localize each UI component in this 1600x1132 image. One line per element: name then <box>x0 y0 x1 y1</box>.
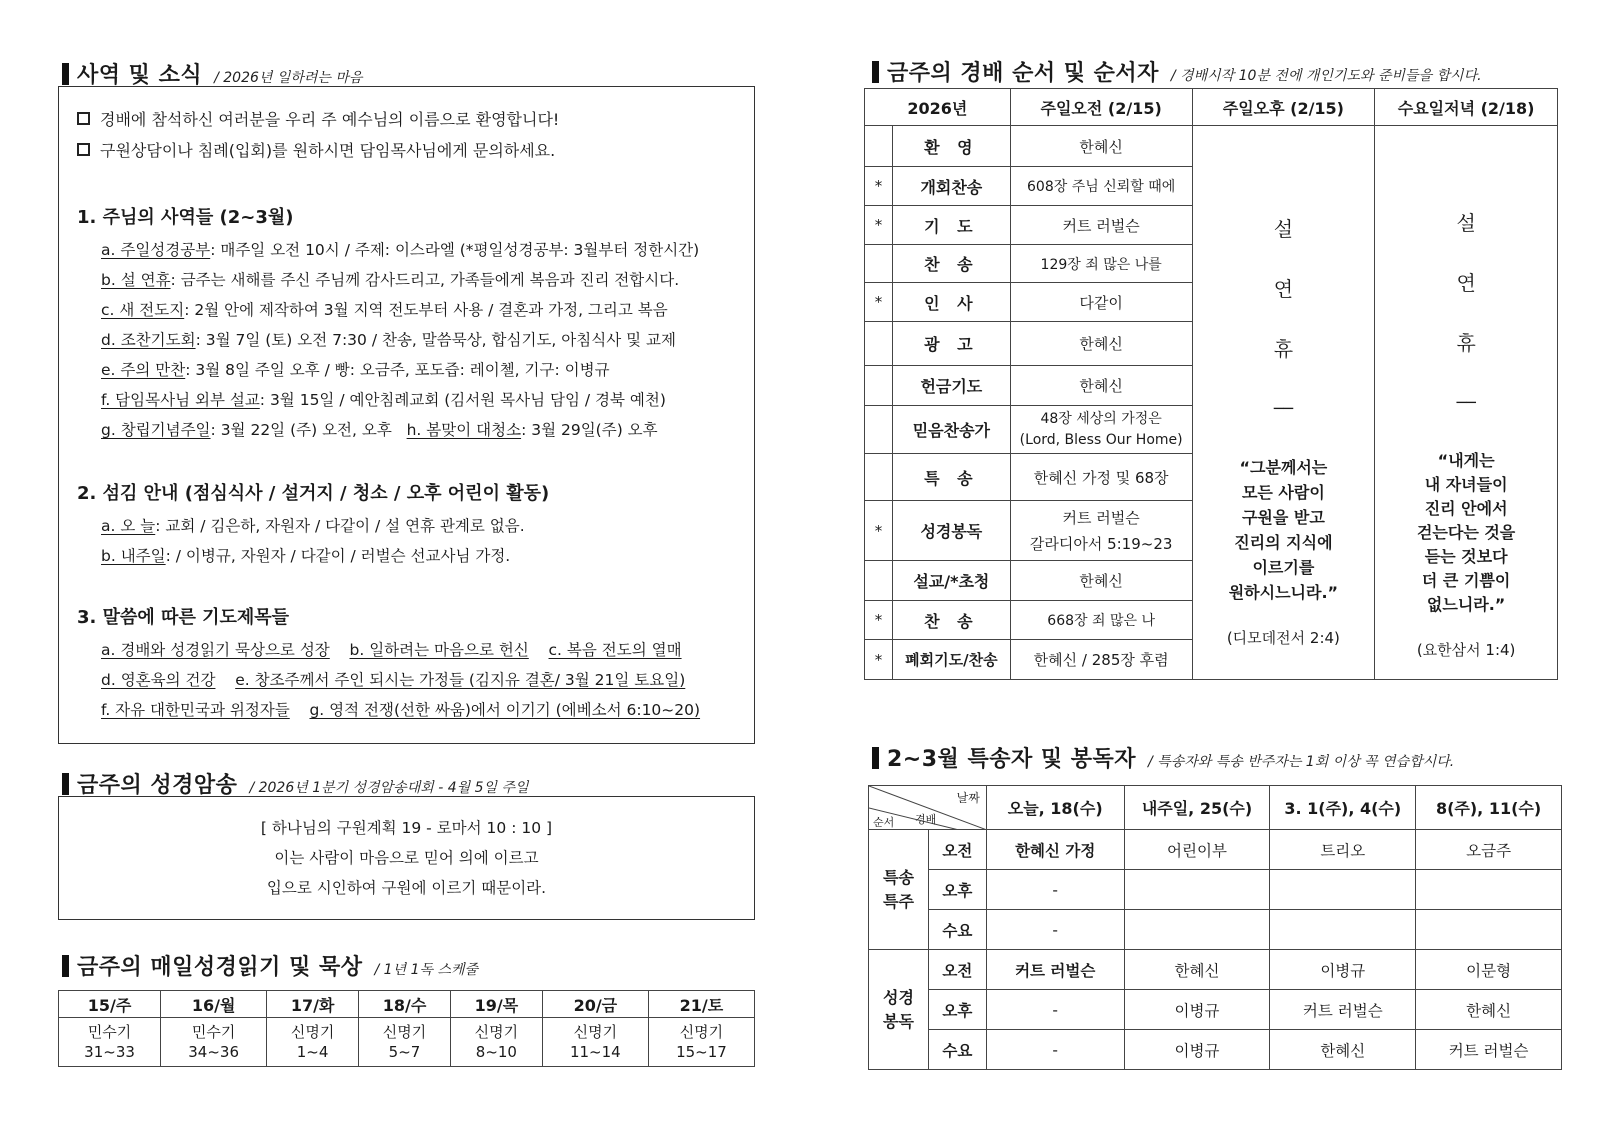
verse-line: 진리 안에서 <box>1424 499 1508 518</box>
checkbox-icon <box>77 112 90 125</box>
order-person: 한혜신 <box>1010 322 1192 366</box>
verse-line: 듣는 것보다 <box>1424 547 1508 566</box>
order-item: 헌금기도 <box>892 366 1010 406</box>
title-bar <box>872 747 879 769</box>
special-row <box>869 830 1562 870</box>
verse-line: 구원을 받고 <box>1241 508 1325 527</box>
holiday-char: 휴 <box>1273 337 1294 361</box>
special-date-header: 3. 1(주), 4(수) <box>1270 786 1416 830</box>
holiday-char: 휴 <box>1456 331 1476 355</box>
order-mark <box>865 245 893 283</box>
special-cell: - <box>986 870 1124 910</box>
reading-cell: 민수기 31~33 <box>59 1018 161 1067</box>
special-date-header: 내주일, 25(수) <box>1124 786 1270 830</box>
special-subtitle: / 특송자와 특송 반주자는 1회 이상 꼭 연습합시다. <box>1148 754 1455 770</box>
service-label: 수요 <box>928 910 986 950</box>
special-cell: 한혜신 <box>1416 990 1562 1030</box>
ministry-item: d. 조찬기도회: 3월 7일 (토) 오전 7:30 / 찬송, 말씀묵상, 합심기도, 아침식사 및 교제 <box>101 331 676 349</box>
title-bar <box>62 955 69 977</box>
order-mark <box>865 126 893 167</box>
memory-line-2: 입으로 시인하여 구원에 이르기 때문이라. <box>266 879 547 897</box>
memory-reference: [ 하나님의 구원계획 19 - 로마서 10 : 10 ] <box>260 819 553 837</box>
section-heading-ministries: 1. 주님의 사역들 (2~3월) <box>77 207 294 228</box>
verse-line: 원하시느니라.” <box>1228 583 1339 602</box>
order-mark <box>865 406 893 454</box>
reading-day: 20/금 <box>542 991 648 1018</box>
order-person: 한혜신 가정 및 68장 <box>1010 454 1192 501</box>
holiday-char: 연 <box>1456 271 1476 295</box>
order-person: 한혜신 <box>1010 126 1192 167</box>
order-item: 특 송 <box>892 454 1010 501</box>
special-cell: - <box>986 910 1124 950</box>
special-row <box>869 870 1562 910</box>
dash-divider: ── <box>1456 393 1476 412</box>
order-item: 개회찬송 <box>892 167 1010 206</box>
order-person: 48장 세상의 가정은 (Lord, Bless Our Home) <box>1010 406 1192 454</box>
reading-cell: 신명기 5~7 <box>359 1018 451 1067</box>
order-item: 환 영 <box>892 126 1010 167</box>
verse-reference: (요한삼서 1:4) <box>1416 641 1516 659</box>
verse-line: 내 자녀들이 <box>1424 475 1508 494</box>
section-heading-prayer: 3. 말씀에 따른 기도제목들 <box>77 607 290 628</box>
reading-day: 19/목 <box>450 991 542 1018</box>
special-cell: 이병규 <box>1270 950 1416 990</box>
order-person: 한혜신 <box>1010 366 1192 406</box>
ministry-section-title <box>62 58 362 89</box>
special-row <box>869 990 1562 1030</box>
notice-counsel: 구원상담이나 침례(입회)를 원하시면 담임목사님에게 문의하세요. <box>77 138 559 161</box>
special-cell <box>1124 870 1270 910</box>
ministry-item: c. 새 전도지: 2월 안에 제작하여 3월 지역 전도부터 사용 / 결혼과 가정, 그리고 복음 <box>101 301 668 319</box>
service-item: a. 오 늘: 교회 / 김은하, 자원자 / 다같이 / 설 연휴 관계로 없음. <box>101 517 525 535</box>
reading-day: 18/수 <box>359 991 451 1018</box>
order-mark: * <box>865 206 893 245</box>
dash-divider: ── <box>1273 399 1293 418</box>
verse-line: 진리의 지식에 <box>1234 533 1333 552</box>
reading-table <box>58 990 755 1067</box>
reading-cell: 신명기 15~17 <box>648 1018 754 1067</box>
reading-cell: 민수기 34~36 <box>161 1018 267 1067</box>
ministry-item: b. 설 연휴: 금주는 새해를 주신 주님께 감사드리고, 가족들에게 복음과 진리 전합시다. <box>101 271 680 289</box>
order-item: 기 도 <box>892 206 1010 245</box>
reading-day: 16/월 <box>161 991 267 1018</box>
order-mark <box>865 322 893 366</box>
order-person: 커트 러벌슨 갈라디아서 5:19~23 <box>1010 501 1192 561</box>
special-title: 2~3월 특송자 및 봉독자 <box>887 747 1137 772</box>
special-cell: 이문형 <box>1416 950 1562 990</box>
title-bar <box>62 63 69 85</box>
order-item: 인 사 <box>892 283 1010 322</box>
ministry-item: f. 담임목사님 외부 설교: 3월 15일 / 예안침례교회 (김서원 목사님 담임 / 경북 예천) <box>101 391 666 409</box>
memory-box <box>58 796 755 920</box>
order-person: 한혜신 / 285장 후렴 <box>1010 640 1192 680</box>
special-cell: - <box>986 990 1124 1030</box>
title-bar <box>872 61 879 83</box>
special-cell: 커트 러벌슨 <box>986 950 1124 990</box>
group-label-reading: 성경 봉독 <box>869 950 929 1070</box>
order-mark: * <box>865 640 893 680</box>
service-label: 오전 <box>928 950 986 990</box>
memory-title: 금주의 성경암송 <box>77 773 238 798</box>
special-cell: 이병규 <box>1124 1030 1270 1070</box>
memory-section-title <box>62 768 529 799</box>
special-corner <box>869 786 987 830</box>
holiday-char: 설 <box>1456 211 1476 235</box>
special-row <box>869 950 1562 990</box>
order-item: 성경봉독 <box>892 501 1010 561</box>
special-row <box>869 910 1562 950</box>
memory-subtitle: / 2026년 1분기 성경암송대회 - 4월 5일 주일 <box>249 780 529 796</box>
reading-header-row <box>59 991 755 1018</box>
corner-date: 날짜 <box>956 791 980 805</box>
verse-line: 이르기를 <box>1252 558 1315 577</box>
service-item: b. 내주일: / 이병규, 자원자 / 다같이 / 러벌슨 선교사님 가정. <box>101 547 511 565</box>
order-item: 설교/*초청 <box>892 561 1010 601</box>
special-section-title <box>872 742 1454 773</box>
afternoon-column <box>1192 126 1375 680</box>
order-mark: * <box>865 283 893 322</box>
order-mark: * <box>865 601 893 640</box>
order-header-row <box>865 89 1558 126</box>
prayer-row: a. 경배와 성경읽기 묵상으로 성장 b. 일하려는 마음으로 헌신 c. 복음 전도의 열매 <box>101 641 682 659</box>
special-cell <box>1270 870 1416 910</box>
holiday-char: 연 <box>1273 277 1294 301</box>
reading-day: 17/화 <box>267 991 359 1018</box>
reading-day: 21/토 <box>648 991 754 1018</box>
special-cell: 어린이부 <box>1124 830 1270 870</box>
order-person: 129장 죄 많은 나를 <box>1010 245 1192 283</box>
reading-cell: 신명기 8~10 <box>450 1018 542 1067</box>
service-label: 수요 <box>928 1030 986 1070</box>
order-header-wed: 수요일저녁 (2/18) <box>1375 89 1558 126</box>
section-heading-service: 2. 섬김 안내 (점심식사 / 설거지 / 청소 / 오후 어린이 활동) <box>77 483 550 504</box>
ministry-item: g. 창립기념주일: 3월 22일 (주) 오전, 오후 h. 봄맞이 대청소: 3월 29일(주) 오후 <box>101 421 658 439</box>
order-item: 믿음찬송가 <box>892 406 1010 454</box>
special-cell <box>1416 870 1562 910</box>
special-cell: 한혜신 가정 <box>986 830 1124 870</box>
verse-line: 모든 사람이 <box>1241 483 1325 502</box>
order-person: 한혜신 <box>1010 561 1192 601</box>
order-section-title <box>872 56 1482 87</box>
order-item: 폐회기도/찬송 <box>892 640 1010 680</box>
corner-service: 경배 <box>915 813 937 826</box>
order-person: 커트 러벌슨 <box>1010 206 1192 245</box>
special-cell: 한혜신 <box>1270 1030 1416 1070</box>
reading-body-row <box>59 1018 755 1067</box>
order-mark: * <box>865 501 893 561</box>
service-label: 오후 <box>928 990 986 1030</box>
memory-line-1: 이는 사람이 마음으로 믿어 의에 이르고 <box>274 849 539 867</box>
verse-reference: (디모데전서 2:4) <box>1226 629 1340 647</box>
checkbox-icon <box>77 143 90 156</box>
title-bar <box>62 773 69 795</box>
ministry-box <box>58 86 755 744</box>
verse-line: 걷는다는 것을 <box>1416 523 1516 542</box>
special-cell: 한혜신 <box>1124 950 1270 990</box>
special-cell: - <box>986 1030 1124 1070</box>
order-subtitle: / 경배시작 10분 전에 개인기도와 준비들을 합시다. <box>1170 68 1482 84</box>
order-header-sun-am: 주일오전 (2/15) <box>1010 89 1192 126</box>
wednesday-column <box>1375 126 1558 680</box>
order-person: 608장 주님 신뢰할 때에 <box>1010 167 1192 206</box>
order-mark <box>865 454 893 501</box>
special-header-row <box>869 786 1562 830</box>
ministry-title: 사역 및 소식 <box>77 63 203 88</box>
special-cell <box>1124 910 1270 950</box>
special-cell: 트리오 <box>1270 830 1416 870</box>
order-mark: * <box>865 167 893 206</box>
ministry-subtitle: / 2026년 일하려는 마음 <box>214 70 363 86</box>
order-row <box>865 126 1558 167</box>
reading-subtitle: / 1년 1독 스케줄 <box>374 962 479 978</box>
verse-line: 더 큰 기쁨이 <box>1421 571 1511 590</box>
reading-cell: 신명기 1~4 <box>267 1018 359 1067</box>
order-item: 찬 송 <box>892 245 1010 283</box>
special-table <box>868 785 1562 1070</box>
special-cell <box>1270 910 1416 950</box>
order-header-year: 2026년 <box>865 89 1011 126</box>
prayer-row: d. 영혼육의 건강 e. 창조주께서 주인 되시는 가정들 (김지유 결혼/ 3월 21일 토요일) <box>101 671 686 689</box>
group-label-special: 특송 특주 <box>869 830 929 950</box>
prayer-row: f. 자유 대한민국과 위정자들 g. 영적 전쟁(선한 싸움)에서 이기기 (에베소서 6:10~20) <box>101 701 701 719</box>
order-mark <box>865 366 893 406</box>
reading-cell: 신명기 11~14 <box>542 1018 648 1067</box>
verse-line: 없느니라.” <box>1426 595 1506 614</box>
ministry-item: e. 주의 만찬: 3월 8일 주일 오후 / 빵: 오금주, 포도즙: 레이첼, 기구: 이병규 <box>101 361 610 379</box>
special-date-header: 오늘, 18(수) <box>986 786 1124 830</box>
special-cell: 커트 러벌슨 <box>1270 990 1416 1030</box>
reading-title: 금주의 매일성경읽기 및 묵상 <box>77 955 363 980</box>
order-person: 668장 죄 많은 나 <box>1010 601 1192 640</box>
ministry-item: a. 주일성경공부: 매주일 오전 10시 / 주제: 이스라엘 (*평일성경공부: 3월부터 정한시간) <box>101 241 700 259</box>
reading-section-title <box>62 950 478 981</box>
verse-line: “내게는 <box>1437 451 1495 470</box>
special-row <box>869 1030 1562 1070</box>
service-label: 오후 <box>928 870 986 910</box>
order-header-sun-pm: 주일오후 (2/15) <box>1192 89 1375 126</box>
order-person: 다같이 <box>1010 283 1192 322</box>
notice-welcome: 경배에 참석하신 여러분을 우리 주 예수님의 이름으로 환영합니다! <box>77 107 559 130</box>
order-title: 금주의 경배 순서 및 순서자 <box>887 61 1159 86</box>
order-mark <box>865 561 893 601</box>
reading-day: 15/주 <box>59 991 161 1018</box>
worship-order-table <box>864 88 1558 680</box>
special-cell: 이병규 <box>1124 990 1270 1030</box>
verse-line: “그분께서는 <box>1239 458 1328 477</box>
service-label: 오전 <box>928 830 986 870</box>
special-cell: 오금주 <box>1416 830 1562 870</box>
special-cell: 커트 러벌슨 <box>1416 1030 1562 1070</box>
corner-order: 순서 <box>873 816 895 829</box>
holiday-char: 설 <box>1273 217 1294 241</box>
order-item: 광 고 <box>892 322 1010 366</box>
special-date-header: 8(주), 11(수) <box>1416 786 1562 830</box>
order-item: 찬 송 <box>892 601 1010 640</box>
special-cell <box>1416 910 1562 950</box>
